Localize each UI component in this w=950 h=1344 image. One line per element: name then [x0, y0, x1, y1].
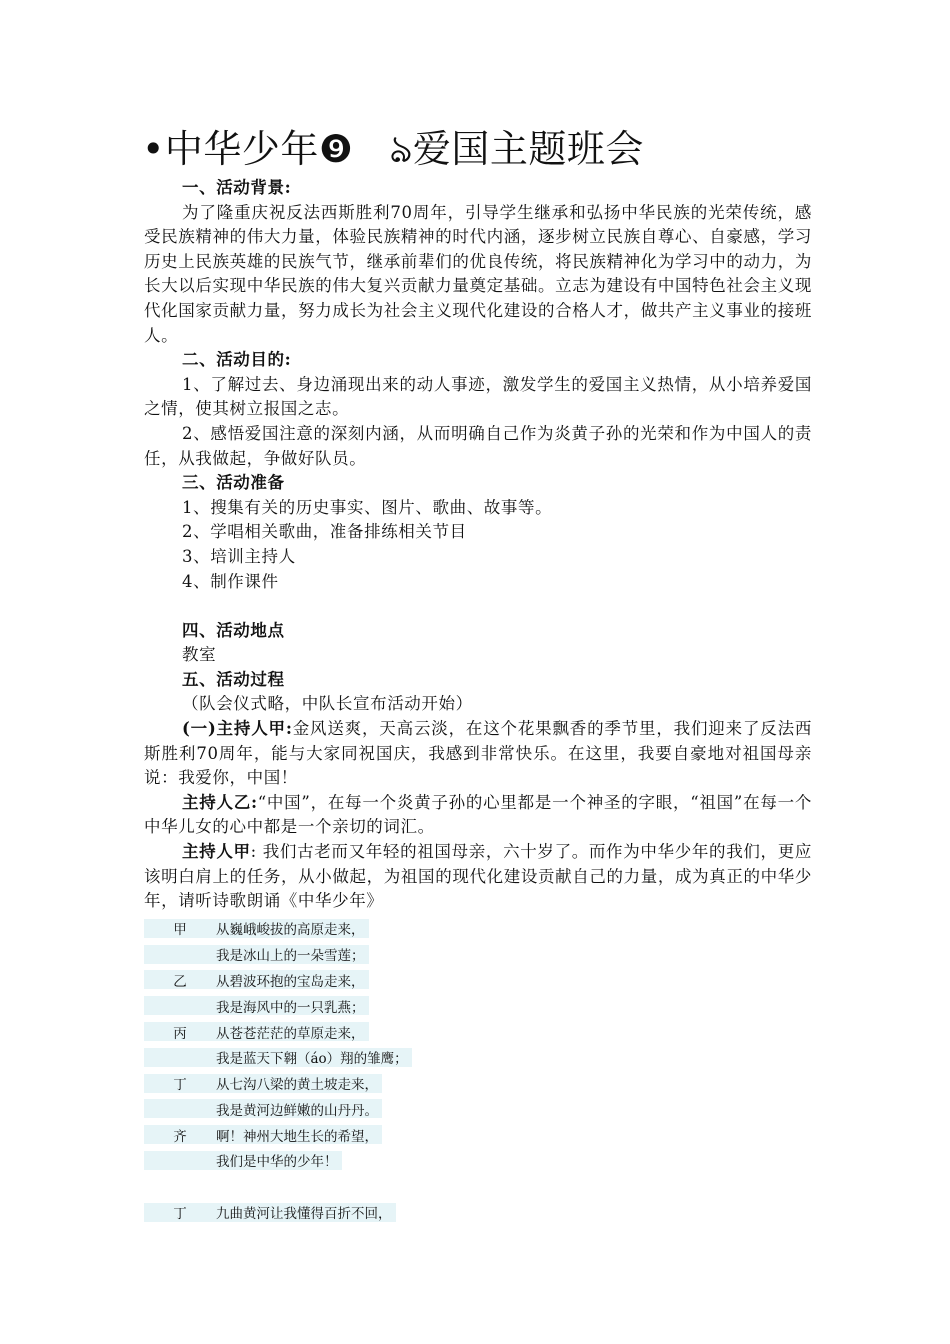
host-a-text-1: 金风送爽，天高云淡，在这个花果飘香的季节里，我们迎来了反法西斯胜利70周年，能与大家同祝国庆，我感到非常快乐。在这里，我要自豪地对祖国母亲说：我爱你，中国！ — [144, 719, 812, 788]
poem-text: 九曲黄河让我懂得百折不回， — [216, 1206, 392, 1223]
poem-text: 从七沟八梁的黄土坡走来， — [216, 1077, 378, 1094]
section5-note: （队会仪式略，中队长宣布活动开始） — [182, 694, 473, 714]
poem-line — [144, 996, 812, 1022]
poem-text: 从苍苍茫茫的草原走来， — [216, 1025, 365, 1042]
poem-line — [144, 919, 812, 945]
section2-item-1: 1、了解过去、身边涌现出来的动人事迹，激发学生的爱国主义热情，从小培养爱国之情，使其树立报国之志。 — [144, 374, 812, 419]
poem-text: 我是冰山上的一朵雪莲； — [216, 948, 365, 965]
poem-line — [144, 1099, 812, 1125]
poem-line — [144, 1074, 812, 1100]
section2-heading: 二、活动目的: — [182, 350, 292, 370]
document-title — [142, 124, 812, 176]
section4-heading: 四、活动地点 — [182, 620, 285, 640]
poem — [144, 919, 812, 1229]
title-part1: •中华少年❾ — [142, 127, 354, 171]
poem-speaker: 甲 — [173, 922, 187, 939]
poem-speaker: 丙 — [173, 1025, 187, 1042]
title-part2: ঌ爱国主题班会 — [389, 127, 644, 171]
host-a-label-2: 主持人甲 — [182, 842, 251, 862]
poem-speaker: 丁 — [173, 1077, 187, 1094]
poem-text: 我是黄河边鲜嫩的山丹丹。 — [216, 1102, 378, 1119]
poem-line — [144, 1203, 812, 1229]
section4-body: 教室 — [182, 645, 217, 665]
poem-line — [144, 1022, 812, 1048]
poem-text: 我是蓝天下翱（áo）翔的雏鹰； — [216, 1051, 408, 1068]
poem-speaker: 丁 — [173, 1206, 187, 1223]
host-b-label: 主持人乙: — [182, 792, 258, 812]
section3-item-2: 2、学唱相关歌曲，准备排练相关节目 — [182, 522, 467, 542]
poem-text: 从巍峨峻拔的高原走来， — [216, 922, 365, 939]
section1-body: 为了隆重庆祝反法西斯胜利70周年，引导学生继承和弘扬中华民族的光荣传统，感受民族精神的伟大力量，体验民族精神的时代内涵，逐步树立民族自尊心、自豪感，学习历史上民族英雄的民族气节，继承前辈们的优良传统，将民族精神化为学习中的动力，为长大以后实现中华民族的伟大复兴贡献力量奠定基础。立志为建设有中国特色社会主义现代化国家贡献力量，努力成长为社会主义现代化建设的合格人才，做共产主义事业的接班人。 — [144, 202, 812, 345]
section3-item-4: 4、制作课件 — [182, 571, 279, 591]
section3-item-3: 3、培训主持人 — [182, 546, 296, 566]
host-b-text: “中国”，在每一个炎黄子孙的心里都是一个神圣的字眼，“祖国”在每一个中华儿女的心中都是一个亲切的词汇。 — [144, 792, 812, 837]
host-a-text-2: : 我们古老而又年轻的祖国母亲，六十岁了。而作为中华少年的我们，更应该明白肩上的任务，从小做起，为祖国的现代化建设贡献自己的力量，成为真正的中华少年，请听诗歌朗诵《中华少年》 — [144, 842, 812, 911]
section1-heading: 一、活动背景: — [182, 178, 292, 197]
section2-item-2: 2、感悟爱国注意的深刻内涵，从而明确自己作为炎黄子孙的光荣和作为中国人的责任，从我做起，争做好队员。 — [144, 423, 812, 468]
poem-speaker: 齐 — [173, 1128, 187, 1145]
poem-line — [144, 945, 812, 971]
section5-heading: 五、活动过程 — [182, 669, 285, 689]
poem-text: 啊！神州大地生长的希望， — [216, 1128, 378, 1145]
poem-text: 从碧波环抱的宝岛走来， — [216, 973, 365, 990]
poem-speaker: 乙 — [173, 973, 187, 990]
poem-text: 我是海风中的一只乳燕； — [216, 999, 365, 1016]
host-a-paragraph-1 — [144, 717, 812, 791]
poem-line — [144, 1151, 812, 1177]
section3-item-1: 1、搜集有关的历史事实、图片、歌曲、故事等。 — [182, 497, 553, 517]
poem-text: 我们是中华的少年！ — [216, 1154, 338, 1171]
poem-line — [144, 1125, 812, 1151]
host-a-paragraph-2 — [144, 840, 812, 914]
poem-line — [144, 1048, 812, 1074]
document-page — [144, 124, 812, 1228]
section3-heading: 三、活动准备 — [182, 473, 285, 493]
host-a-label-1: (一)主持人甲: — [182, 719, 293, 739]
poem-line — [144, 970, 812, 996]
host-b-paragraph — [144, 791, 812, 840]
